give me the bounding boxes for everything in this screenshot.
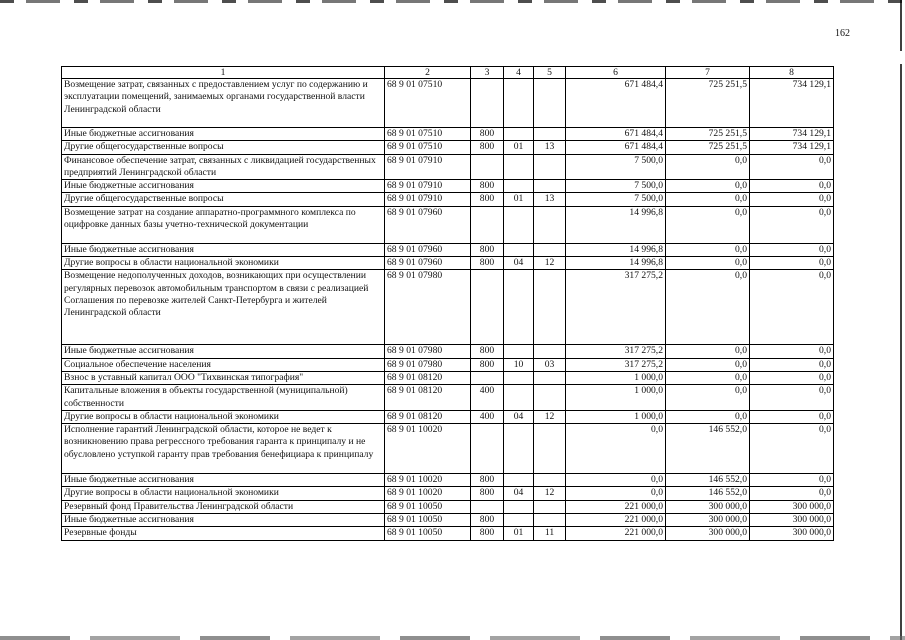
cell-section: [504, 345, 534, 358]
cell-subsection: [534, 243, 566, 256]
header-row: [62, 67, 834, 79]
cell-amount-1: 317 275,2: [566, 345, 666, 358]
cell-subsection: [534, 128, 566, 141]
cell-name: Резервный фонд Правительства Ленинградской области: [62, 500, 385, 513]
cell-section: [504, 206, 534, 243]
cell-amount-3: 300 000,0: [750, 527, 834, 540]
cell-amount-2: 0,0: [666, 206, 750, 243]
cell-expense-type: 800: [471, 345, 504, 358]
cell-subsection: [534, 424, 566, 474]
cell-code: 68 9 01 08120: [385, 385, 471, 411]
cell-section: [504, 424, 534, 474]
cell-code: 68 9 01 07910: [385, 193, 471, 206]
cell-amount-2: 725 251,5: [666, 128, 750, 141]
cell-amount-2: 0,0: [666, 154, 750, 180]
cell-amount-2: 725 251,5: [666, 141, 750, 154]
table-row: [62, 128, 834, 141]
cell-amount-3: 0,0: [750, 154, 834, 180]
cell-name: Взнос в уставный капитал ООО "Тихвинская типография": [62, 371, 385, 384]
cell-section: 01: [504, 527, 534, 540]
cell-amount-3: 734 129,1: [750, 128, 834, 141]
cell-amount-1: 7 500,0: [566, 180, 666, 193]
cell-expense-type: 800: [471, 141, 504, 154]
cell-amount-3: 300 000,0: [750, 514, 834, 527]
table-row: [62, 141, 834, 154]
cell-amount-2: 300 000,0: [666, 527, 750, 540]
cell-amount-3: 0,0: [750, 257, 834, 270]
cell-section: [504, 270, 534, 345]
cell-amount-3: 0,0: [750, 270, 834, 345]
cell-name: Возмещение затрат на создание аппаратно-программного комплекса по оцифровке данных базы учетно-технической документации: [62, 206, 385, 243]
cell-name: Капитальные вложения в объекты государственной (муниципальной) собственности: [62, 385, 385, 411]
cell-section: [504, 128, 534, 141]
cell-expense-type: [471, 79, 504, 128]
cell-section: [504, 79, 534, 128]
cell-amount-2: 0,0: [666, 385, 750, 411]
cell-section: 04: [504, 410, 534, 423]
cell-amount-3: 0,0: [750, 424, 834, 474]
cell-amount-1: 0,0: [566, 424, 666, 474]
cell-amount-1: 0,0: [566, 487, 666, 500]
cell-subsection: 12: [534, 410, 566, 423]
cell-section: 04: [504, 257, 534, 270]
cell-code: 68 9 01 07960: [385, 257, 471, 270]
cell-section: [504, 243, 534, 256]
table-row: [62, 154, 834, 180]
cell-expense-type: 800: [471, 243, 504, 256]
cell-expense-type: [471, 206, 504, 243]
table-row: [62, 358, 834, 371]
cell-code: 68 9 01 10020: [385, 474, 471, 487]
table-row: [62, 345, 834, 358]
cell-name: Иные бюджетные ассигнования: [62, 514, 385, 527]
cell-code: 68 9 01 10020: [385, 487, 471, 500]
cell-section: [504, 514, 534, 527]
col-header: 8: [750, 67, 834, 79]
cell-subsection: 13: [534, 193, 566, 206]
table-row: [62, 257, 834, 270]
cell-expense-type: [471, 270, 504, 345]
cell-section: [504, 154, 534, 180]
cell-code: 68 9 01 10020: [385, 424, 471, 474]
table-row: [62, 243, 834, 256]
cell-amount-1: 317 275,2: [566, 358, 666, 371]
page-number: 162: [835, 28, 850, 39]
cell-expense-type: [471, 500, 504, 513]
cell-name: Другие общегосударственные вопросы: [62, 193, 385, 206]
table-row: [62, 424, 834, 474]
cell-amount-2: 0,0: [666, 257, 750, 270]
cell-amount-3: 0,0: [750, 206, 834, 243]
table-row: [62, 527, 834, 540]
cell-amount-1: 221 000,0: [566, 500, 666, 513]
cell-name: Иные бюджетные ассигнования: [62, 345, 385, 358]
cell-expense-type: 800: [471, 487, 504, 500]
cell-amount-3: 0,0: [750, 180, 834, 193]
cell-expense-type: 800: [471, 358, 504, 371]
cell-code: 68 9 01 07960: [385, 206, 471, 243]
table-row: [62, 270, 834, 345]
cell-amount-1: 1 000,0: [566, 410, 666, 423]
cell-name: Финансовое обеспечение затрат, связанных с ликвидацией государственных предприятий Ленинградской области: [62, 154, 385, 180]
cell-amount-2: 300 000,0: [666, 500, 750, 513]
cell-subsection: 11: [534, 527, 566, 540]
cell-name: Резервные фонды: [62, 527, 385, 540]
cell-amount-3: 0,0: [750, 358, 834, 371]
table-row: [62, 371, 834, 384]
cell-amount-1: 7 500,0: [566, 154, 666, 180]
cell-amount-2: 146 552,0: [666, 424, 750, 474]
cell-amount-1: 7 500,0: [566, 193, 666, 206]
cell-amount-1: 317 275,2: [566, 270, 666, 345]
cell-amount-2: 0,0: [666, 243, 750, 256]
cell-name: Иные бюджетные ассигнования: [62, 474, 385, 487]
cell-subsection: [534, 79, 566, 128]
table-row: [62, 79, 834, 128]
cell-amount-2: 725 251,5: [666, 79, 750, 128]
cell-amount-1: 14 996,8: [566, 243, 666, 256]
col-header: 7: [666, 67, 750, 79]
cell-expense-type: [471, 371, 504, 384]
cell-subsection: 13: [534, 141, 566, 154]
cell-code: 68 9 01 08120: [385, 410, 471, 423]
cell-amount-1: 671 484,4: [566, 128, 666, 141]
cell-amount-2: 146 552,0: [666, 487, 750, 500]
col-header: 2: [385, 67, 471, 79]
cell-expense-type: 800: [471, 257, 504, 270]
cell-amount-1: 14 996,8: [566, 206, 666, 243]
cell-expense-type: 800: [471, 128, 504, 141]
cell-section: 10: [504, 358, 534, 371]
cell-subsection: [534, 154, 566, 180]
cell-code: 68 9 01 07510: [385, 141, 471, 154]
cell-name: Иные бюджетные ассигнования: [62, 243, 385, 256]
cell-name: Иные бюджетные ассигнования: [62, 180, 385, 193]
cell-subsection: [534, 371, 566, 384]
cell-code: 68 9 01 08120: [385, 371, 471, 384]
cell-amount-2: 146 552,0: [666, 474, 750, 487]
cell-expense-type: [471, 424, 504, 474]
cell-subsection: [534, 270, 566, 345]
cell-amount-2: 0,0: [666, 193, 750, 206]
cell-amount-3: 0,0: [750, 410, 834, 423]
cell-section: 04: [504, 487, 534, 500]
cell-name: Возмещение недополученных доходов, возникающих при осуществлении регулярных перевозок автомобильным транспортом в связи с реализацией Соглашения по перевозке жителей Санкт-Петербурга и жителей Ленинградской области: [62, 270, 385, 345]
cell-amount-1: 0,0: [566, 474, 666, 487]
cell-amount-1: 1 000,0: [566, 385, 666, 411]
cell-expense-type: 800: [471, 527, 504, 540]
cell-expense-type: [471, 154, 504, 180]
cell-expense-type: 800: [471, 514, 504, 527]
cell-section: [504, 500, 534, 513]
col-header: 3: [471, 67, 504, 79]
cell-section: [504, 385, 534, 411]
table-row: [62, 487, 834, 500]
table-row: [62, 385, 834, 411]
cell-amount-3: 0,0: [750, 243, 834, 256]
cell-expense-type: 800: [471, 474, 504, 487]
cell-amount-1: 221 000,0: [566, 514, 666, 527]
cell-amount-3: 0,0: [750, 474, 834, 487]
col-header: 1: [62, 67, 385, 79]
cell-amount-3: 0,0: [750, 371, 834, 384]
cell-expense-type: 800: [471, 193, 504, 206]
cell-amount-3: 300 000,0: [750, 500, 834, 513]
cell-subsection: 03: [534, 358, 566, 371]
cell-name: Другие общегосударственные вопросы: [62, 141, 385, 154]
cell-amount-3: 0,0: [750, 385, 834, 411]
col-header: 6: [566, 67, 666, 79]
cell-subsection: [534, 345, 566, 358]
cell-amount-1: 671 484,4: [566, 141, 666, 154]
cell-amount-3: 734 129,1: [750, 141, 834, 154]
cell-name: Другие вопросы в области национальной экономики: [62, 410, 385, 423]
cell-amount-2: 0,0: [666, 180, 750, 193]
cell-subsection: 12: [534, 257, 566, 270]
cell-section: 01: [504, 193, 534, 206]
cell-code: 68 9 01 10050: [385, 514, 471, 527]
cell-subsection: 12: [534, 487, 566, 500]
cell-amount-2: 0,0: [666, 410, 750, 423]
cell-name: Возмещение затрат, связанных с предоставлением услуг по содержанию и эксплуатации помещений, занимаемых органами государственной власти Ленинградской области: [62, 79, 385, 128]
cell-amount-3: 0,0: [750, 193, 834, 206]
cell-amount-2: 300 000,0: [666, 514, 750, 527]
cell-subsection: [534, 514, 566, 527]
cell-expense-type: 400: [471, 410, 504, 423]
cell-code: 68 9 01 07510: [385, 128, 471, 141]
cell-amount-2: 0,0: [666, 345, 750, 358]
cell-name: Социальное обеспечение населения: [62, 358, 385, 371]
cell-code: 68 9 01 07980: [385, 345, 471, 358]
scan-bottom-edge: [0, 636, 905, 640]
cell-section: [504, 371, 534, 384]
cell-code: 68 9 01 10050: [385, 527, 471, 540]
col-header: 4: [504, 67, 534, 79]
cell-expense-type: 400: [471, 385, 504, 411]
cell-amount-2: 0,0: [666, 270, 750, 345]
scan-top-edge: [0, 0, 905, 3]
cell-subsection: [534, 385, 566, 411]
table-row: [62, 500, 834, 513]
scan-right-edge: [900, 0, 902, 640]
cell-subsection: [534, 474, 566, 487]
cell-amount-1: 671 484,4: [566, 79, 666, 128]
cell-code: 68 9 01 07980: [385, 270, 471, 345]
cell-section: [504, 474, 534, 487]
cell-code: 68 9 01 07910: [385, 180, 471, 193]
cell-amount-1: 14 996,8: [566, 257, 666, 270]
cell-subsection: [534, 206, 566, 243]
table-row: [62, 180, 834, 193]
table-row: [62, 410, 834, 423]
cell-section: [504, 180, 534, 193]
cell-amount-3: 0,0: [750, 487, 834, 500]
table-row: [62, 206, 834, 243]
cell-subsection: [534, 500, 566, 513]
table-row: [62, 474, 834, 487]
cell-name: Другие вопросы в области национальной экономики: [62, 487, 385, 500]
budget-table: [61, 66, 834, 541]
col-header: 5: [534, 67, 566, 79]
cell-name: Другие вопросы в области национальной экономики: [62, 257, 385, 270]
cell-code: 68 9 01 07910: [385, 154, 471, 180]
cell-amount-3: 0,0: [750, 345, 834, 358]
cell-name: Иные бюджетные ассигнования: [62, 128, 385, 141]
cell-code: 68 9 01 07960: [385, 243, 471, 256]
cell-amount-1: 1 000,0: [566, 371, 666, 384]
cell-code: 68 9 01 07510: [385, 79, 471, 128]
cell-amount-2: 0,0: [666, 371, 750, 384]
cell-section: 01: [504, 141, 534, 154]
table-row: [62, 514, 834, 527]
cell-name: Исполнение гарантий Ленинградской области, которое не ведет к возникновению права регрессного требования гаранта к принципалу и не обусловлено уступкой гаранту прав требования бенефициара к принципалу: [62, 424, 385, 474]
cell-subsection: [534, 180, 566, 193]
table-row: [62, 193, 834, 206]
cell-code: 68 9 01 10050: [385, 500, 471, 513]
cell-amount-2: 0,0: [666, 358, 750, 371]
cell-amount-1: 221 000,0: [566, 527, 666, 540]
cell-expense-type: 800: [471, 180, 504, 193]
cell-amount-3: 734 129,1: [750, 79, 834, 128]
cell-code: 68 9 01 07980: [385, 358, 471, 371]
